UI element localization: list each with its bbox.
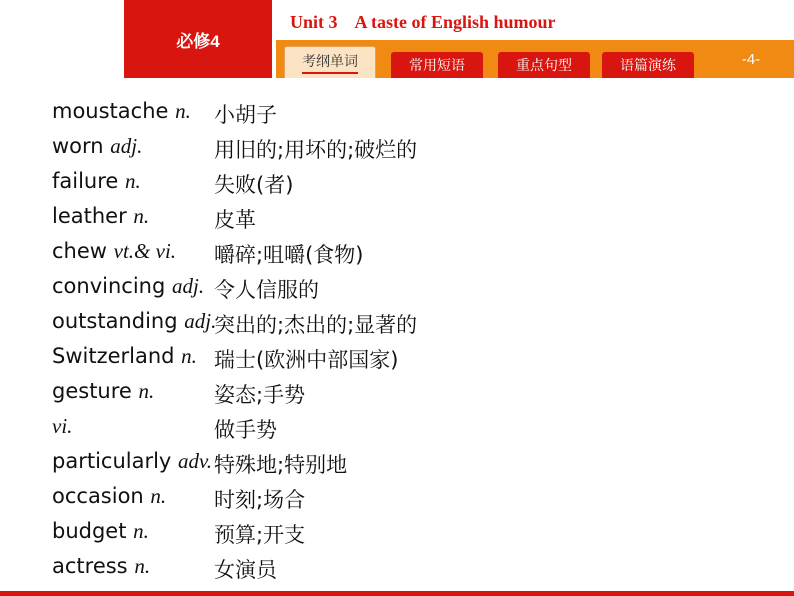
vocab-meaning: 瑞士(欧洲中部国家) [214,348,399,372]
vocab-term [52,519,149,544]
vocab-meaning: 姿态;手势 [214,383,306,407]
vocab-word: leather [52,204,134,228]
vocab-term [52,99,191,124]
vocab-meaning: 令人信服的 [214,278,319,302]
vocab-part-of-speech: adj. [184,309,217,333]
vocab-term [52,204,149,229]
vocab-list [52,93,752,583]
vocab-part-of-speech: vt.& vi. [113,239,177,263]
tab-1[interactable] [284,46,376,78]
vocab-meaning: 特殊地;特别地 [214,453,348,477]
vocab-word: convincing [52,274,172,298]
vocab-word: failure [52,169,126,193]
vocab-row [52,513,752,548]
vocab-word: worn [52,134,111,158]
unit-title: Unit 3 A taste of English humour [290,12,556,32]
vocab-term [52,344,197,369]
vocab-term [52,414,72,439]
vocab-meaning: 用旧的;用坏的;破烂的 [214,138,418,162]
vocab-term [52,554,150,579]
vocab-row [52,408,752,443]
vocab-word: actress [52,554,135,578]
tab-4[interactable] [602,52,694,78]
vocab-meaning: 做手势 [214,418,277,442]
bottom-border [0,591,794,596]
tab-label: 考纲单词 [302,51,358,74]
vocab-meaning: 嚼碎;咀嚼(食物) [214,243,364,267]
vocab-row [52,198,752,233]
vocab-term [52,379,154,404]
vocab-row [52,373,752,408]
vocab-term [52,484,166,509]
vocab-part-of-speech: n. [175,99,191,123]
vocab-row [52,163,752,198]
tab-2[interactable] [391,52,483,78]
vocab-meaning: 突出的;杰出的;显著的 [214,313,418,337]
vocab-term [52,309,216,334]
vocab-term [52,169,141,194]
vocab-term [52,274,204,299]
vocab-word: budget [52,519,134,543]
tab-label: 重点句型 [516,58,572,74]
vocab-part-of-speech: vi. [52,414,73,438]
course-label: 必修4 [124,0,272,78]
vocab-term [52,134,142,159]
vocab-row [52,478,752,513]
vocab-term [52,239,176,264]
vocab-row [52,443,752,478]
vocab-row [52,548,752,583]
vocab-word: moustache [52,99,176,123]
vocab-term [52,449,212,474]
vocab-meaning: 失败(者) [214,173,294,197]
vocab-word: Switzerland [52,344,182,368]
vocab-meaning: 预算;开支 [214,523,306,547]
vocab-part-of-speech: adj. [110,134,143,158]
top-border [0,0,794,4]
tab-label: 常用短语 [409,58,465,74]
vocab-part-of-speech: n. [150,484,167,508]
vocab-meaning: 时刻;场合 [214,488,306,512]
vocab-word: outstanding [52,309,185,333]
vocab-meaning: 女演员 [214,558,277,582]
vocab-row [52,303,752,338]
vocab-meaning: 小胡子 [214,103,277,127]
vocab-row [52,268,752,303]
vocab-word: chew [52,239,114,263]
vocab-word: particularly [52,449,179,473]
vocab-part-of-speech: n. [133,519,149,543]
tab-3[interactable] [498,52,590,78]
vocab-part-of-speech: n. [181,344,197,368]
vocab-word: occasion [52,484,151,508]
tab-label: 语篇演练 [620,58,676,74]
vocab-row [52,93,752,128]
vocab-part-of-speech: n. [134,554,151,578]
vocab-word: gesture [52,379,139,403]
vocab-row [52,338,752,373]
vocab-part-of-speech: n. [133,204,150,228]
vocab-part-of-speech: n. [138,379,155,403]
vocab-part-of-speech: n. [125,169,141,193]
page-number: -4- [741,50,761,68]
vocab-row [52,233,752,268]
vocab-meaning: 皮革 [214,208,256,232]
vocab-part-of-speech: adj. [171,274,205,298]
vocab-part-of-speech: adv. [178,449,213,473]
vocab-row [52,128,752,163]
